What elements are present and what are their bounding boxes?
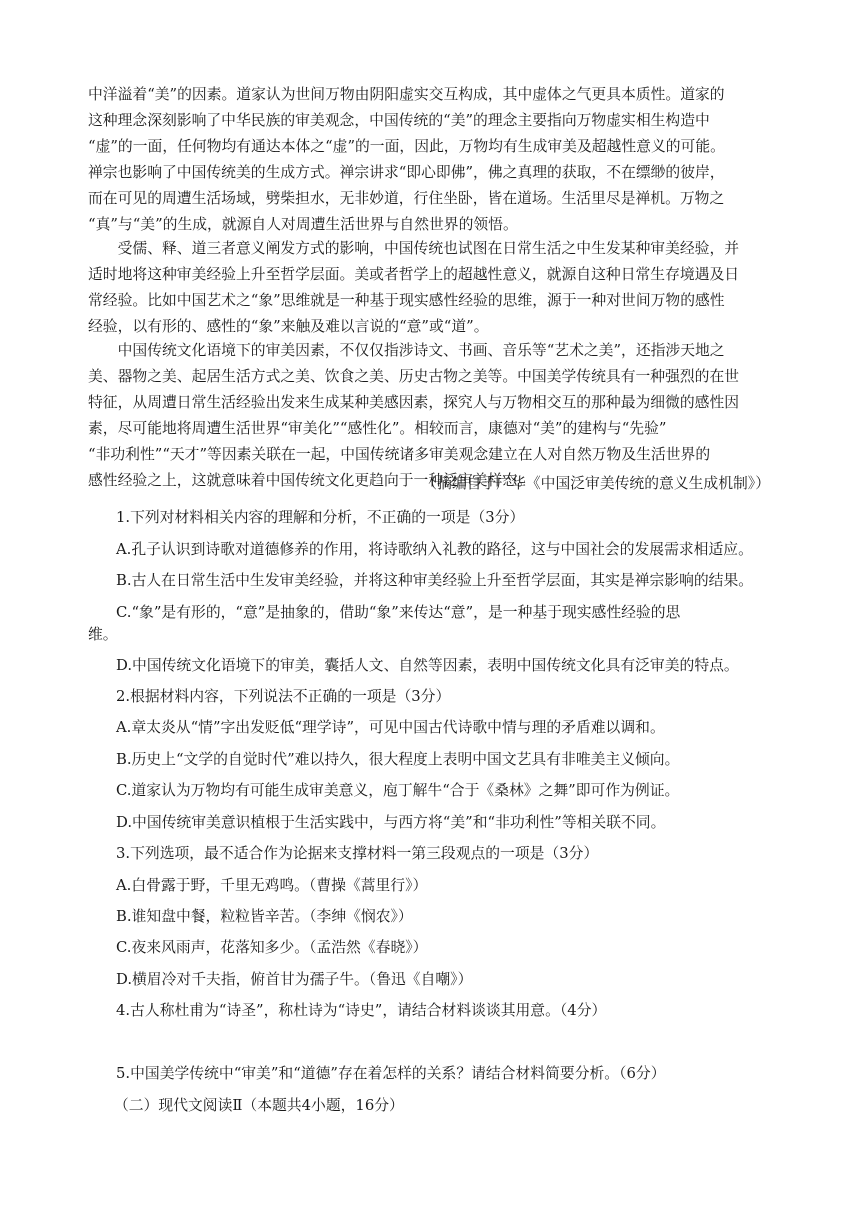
- text-line: 感性经验之上，这就意味着中国传统文化更趋向于一种泛审美样态。: [88, 472, 532, 489]
- question-1-option-d: D.中国传统文化语境下的审美，囊括人文、自然等因素，表明中国传统文化具有泛审美的特点。: [116, 657, 739, 674]
- text-line: 禅宗也影响了中国传统美的生成方式。禅宗讲求“即心即佛”，佛之真理的获取，不在缥缈的彼岸，: [88, 164, 725, 181]
- text-line: “真”与“美”的生成，就源自人对周遭生活世界与自然世界的领悟。: [88, 216, 518, 233]
- text-line: 中国传统文化语境下的审美因素，不仅仅指涉诗文、书画、音乐等“艺术之美”，还指涉天地之: [88, 342, 725, 359]
- text-line: 素，尽可能地将周遭生活世界“审美化”“感性化”。相较而言，康德对“美”的建构与“先验”: [88, 420, 667, 437]
- text-line: 这种理念深刻影响了中华民族的审美观念，中国传统的“美”的理念主要指向万物虚实相生构造中: [88, 112, 710, 129]
- section-heading: （二）现代文阅读Ⅱ（本题共4小题，16分）: [114, 1097, 404, 1114]
- question-2-stem: 2.根据材料内容，下列说法不正确的一项是（3分）: [116, 688, 451, 705]
- source-citation: （摘编自于广华《中国泛审美传统的意义生成机制》）: [422, 475, 770, 492]
- text-line: 中洋溢着“美”的因素。道家认为世间万物由阴阳虚实交互构成，其中虚体之气更具本质性。道家的: [88, 86, 725, 103]
- question-2-option-c: C.道家认为万物均有可能生成审美意义，庖丁解牛“合于《桑林》之舞”即可作为例证。: [116, 782, 680, 799]
- question-1-option-c-cont: 维。: [88, 626, 118, 643]
- question-3-stem: 3.下列选项，最不适合作为论据来支撑材料一第三段观点的一项是（3分）: [116, 845, 599, 862]
- question-3-option-a: A.白骨露于野，千里无鸡鸣。（曹操《蒿里行》）: [116, 877, 428, 894]
- text-line: 美、器物之美、起居生活方式之美、饮食之美、历史古物之美等。中国美学传统具有一种强烈的在世: [88, 368, 740, 385]
- text-line: 适时地将这种审美经验上升至哲学层面。美或者哲学上的超越性意义，就源自这种日常生存境遇及日: [88, 266, 740, 283]
- text-line: 经验，以有形的、感性的“象”来触及难以言说的“意”或“道”。: [88, 318, 489, 335]
- question-3-option-c: C.夜来风雨声，花落知多少。（孟浩然《春晓》）: [116, 939, 428, 956]
- question-1-option-c: C.“象”是有形的，“意”是抽象的，借助“象”来传达“意”，是一种基于现实感性经验的思: [116, 604, 681, 621]
- paragraph-2: [88, 236, 780, 340]
- question-2-option-d: D.中国传统审美意识植根于生活实践中，与西方将“美”和“非功利性”等相关联不同。: [116, 814, 666, 831]
- text-line: 而在可见的周遭生活场域，劈柴担水，无非妙道，行住坐卧，皆在道场。生活里尽是禅机。万物之: [88, 190, 725, 207]
- question-1-option-a: A.孔子认识到诗歌对道德修养的作用，将诗歌纳入礼教的路径，这与中国社会的发展需求相适应。: [116, 541, 753, 558]
- question-4-stem: 4.古人称杜甫为“诗圣”，称杜诗为“诗史”，请结合材料谈谈其用意。（4分）: [116, 1002, 607, 1019]
- text-line: 特征，从周遭日常生活经验出发来生成某种美感因素，探究人与万物相交互的那种最为细微的感性因: [88, 394, 740, 411]
- question-2-option-b: B.历史上“文学的自觉时代”难以持久，很大程度上表明中国文艺具有非唯美主义倾向。: [116, 751, 680, 768]
- paragraph-1: [88, 82, 780, 238]
- text-line: “虚”的一面，任何物均有通达本体之“虚”的一面，因此，万物均有生成审美及超越性意义的可能。: [88, 138, 725, 155]
- paragraph-3: [88, 338, 780, 494]
- question-5-stem: 5.中国美学传统中“审美”和“道德”存在着怎样的关系？请结合材料简要分析。（6分）: [116, 1065, 666, 1082]
- question-3-option-b: B.谁知盘中餐，粒粒皆辛苦。（李绅《悯农》）: [116, 908, 413, 925]
- question-1-stem: 1.下列对材料相关内容的理解和分析，不正确的一项是（3分）: [116, 509, 525, 526]
- question-1-option-b: B.古人在日常生活中生发审美经验，并将这种审美经验上升至哲学层面，其实是禅宗影响的结果。: [116, 572, 754, 589]
- question-3-option-d: D.横眉冷对千夫指，俯首甘为孺子牛。（鲁迅《自嘲》）: [116, 971, 473, 988]
- text-line: 常经验。比如中国艺术之“象”思维就是一种基于现实感性经验的思维，源于一种对世间万物的感性: [88, 292, 725, 309]
- text-line: “非功利性”“天才”等因素关联在一起，中国传统诸多审美观念建立在人对自然万物及生活世界的: [88, 446, 711, 463]
- text-line: 受儒、释、道三者意义阐发方式的影响，中国传统也试图在日常生活之中生发某种审美经验，并: [88, 240, 740, 257]
- question-2-option-a: A.章太炎从“情”字出发贬低“理学诗”，可见中国古代诗歌中情与理的矛盾难以调和。: [116, 719, 665, 736]
